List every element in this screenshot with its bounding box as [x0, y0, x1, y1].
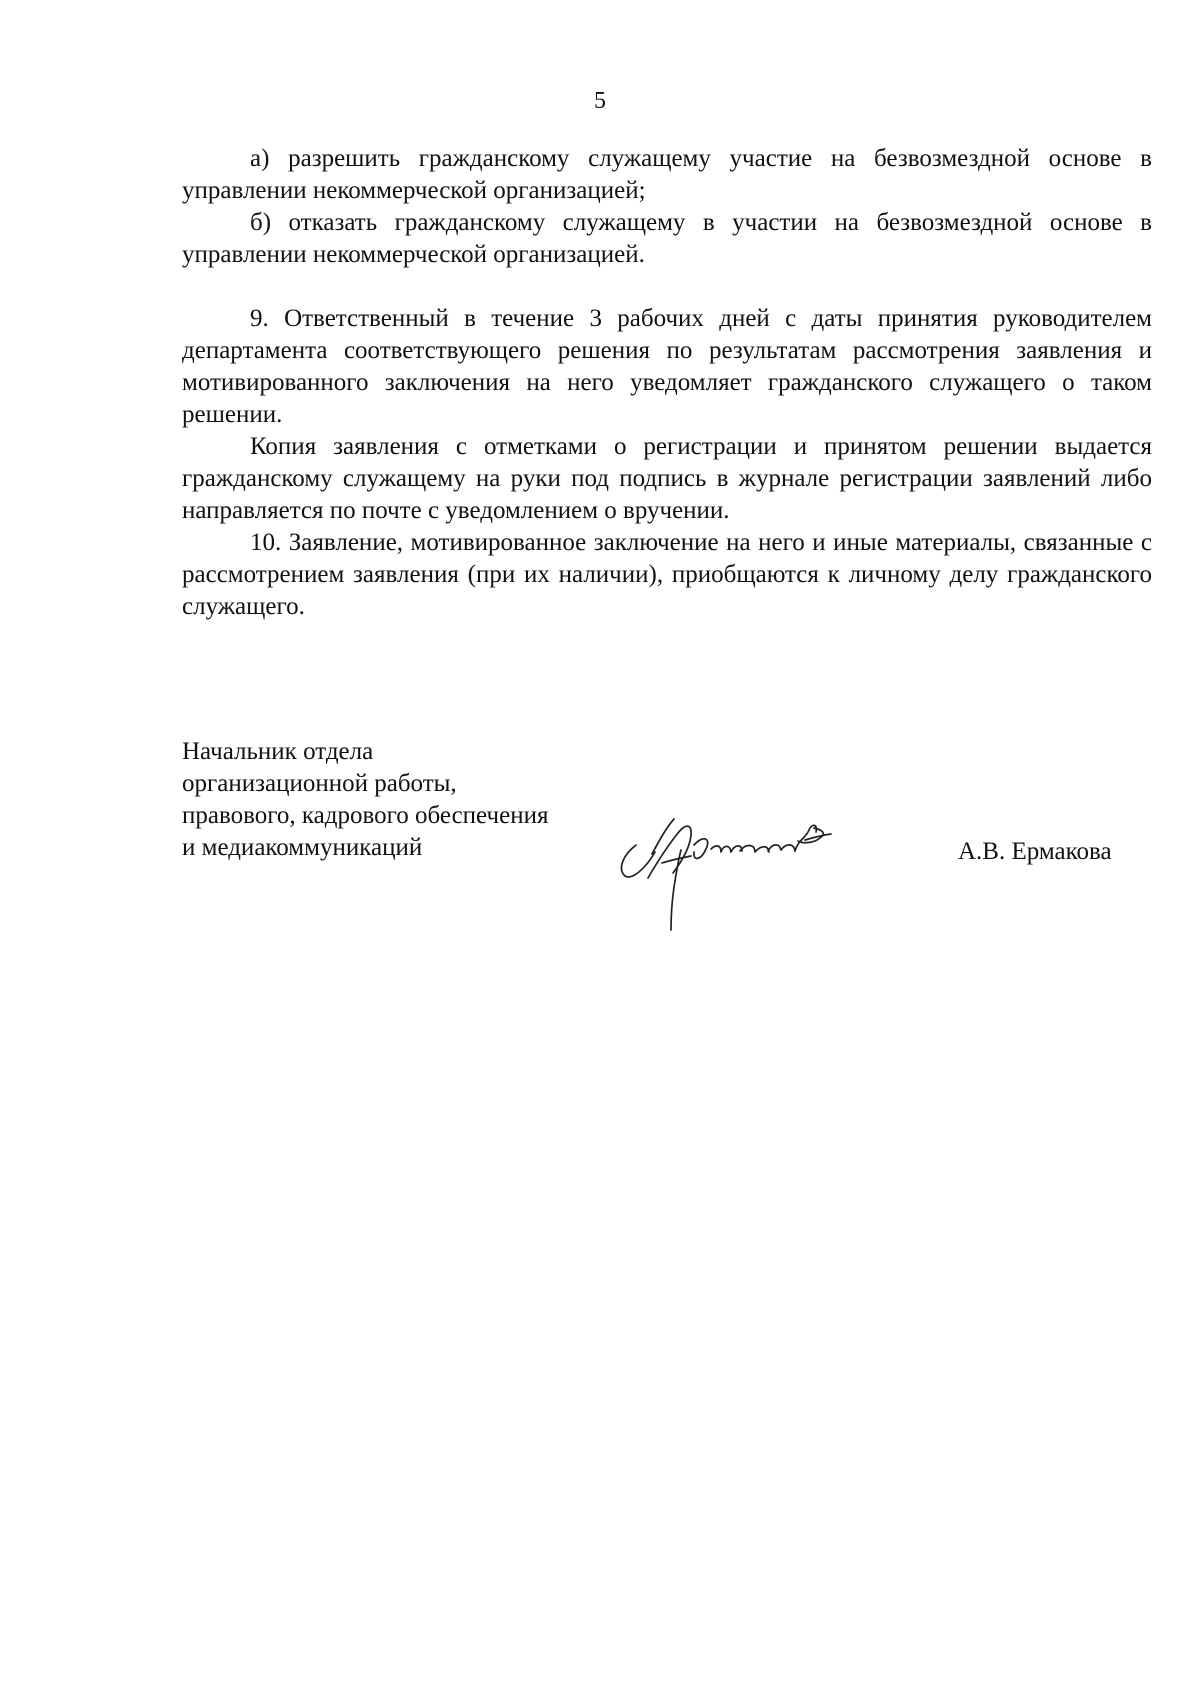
signatory-position	[182, 736, 612, 864]
paragraph-gap	[182, 271, 1152, 303]
signatory-name: А.В. Ермакова	[958, 838, 1112, 865]
paragraph-b: б) отказать гражданскому служащему в участии на безвозмездной основе в управлении некоммерческой организацией.	[182, 209, 1152, 268]
paragraph-10: 10. Заявление, мотивированное заключение на него и иные материалы, связанные с рассмотрением заявления (при их наличии), приобщаются к личному делу гражданского служащего.	[182, 529, 1152, 620]
position-line-1: Начальник отдела	[182, 738, 374, 765]
page-number: 5	[594, 88, 606, 114]
position-line-2: организационной работы,	[182, 770, 457, 797]
position-line-4: и медиакоммуникаций	[182, 834, 423, 861]
paragraph-copy: Копия заявления с отметками о регистрации и принятом решении выдается гражданскому служащему на руки под подпись в журнале регистрации заявлений либо направляется по почте с уведомлением о вручении.	[182, 433, 1152, 524]
handwritten-signature-icon	[615, 810, 855, 932]
position-line-3: правового, кадрового обеспечения	[182, 802, 549, 829]
paragraph-a: а) разрешить гражданскому служащему участие на безвозмездной основе в управлении некоммерческой организацией;	[182, 145, 1152, 204]
document-body	[182, 143, 1152, 623]
paragraph-9: 9. Ответственный в течение 3 рабочих дней с даты принятия руководителем департамента соответствующего решения по результатам рассмотрения заявления и мотивированного заключения на него уведомляет гражданского служащего о таком решении.	[182, 305, 1152, 428]
